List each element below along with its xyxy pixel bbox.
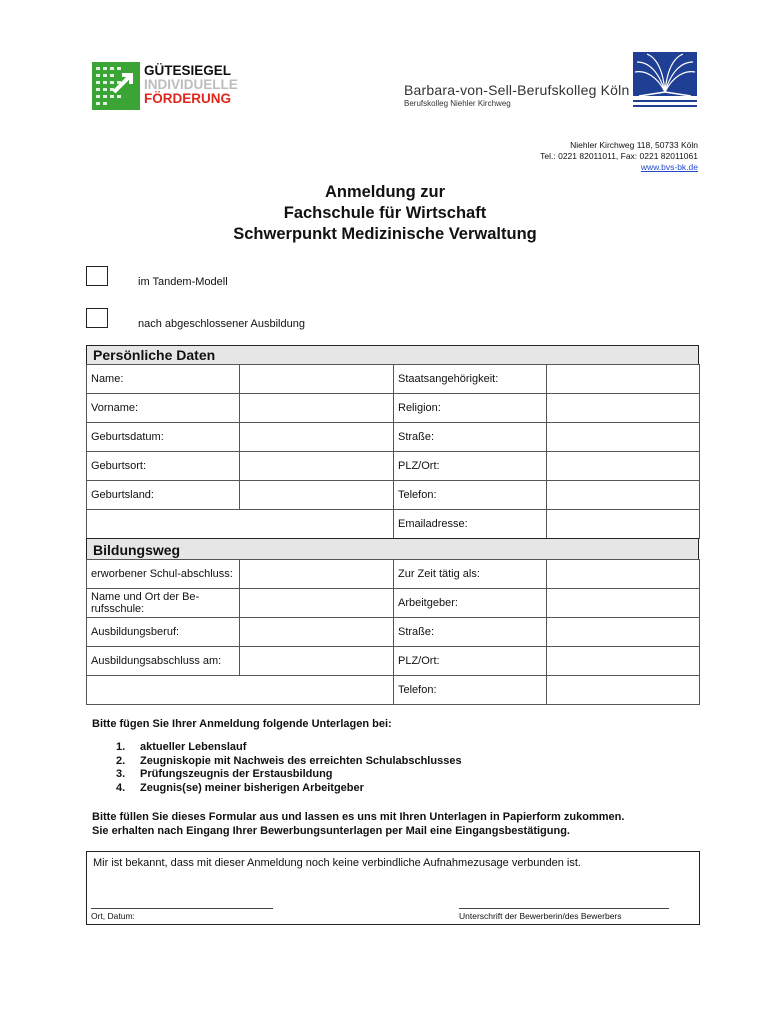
list-item-number: 3. [116, 768, 126, 780]
name-label: Name: [87, 365, 240, 394]
employer-street-label: Straße: [394, 618, 547, 647]
employer-zip-city-field[interactable] [547, 647, 700, 676]
website-link[interactable]: www.bvs-bk.de [640, 162, 698, 172]
table-row [87, 452, 700, 481]
employer-zip-city-label: PLZ/Ort: [394, 647, 547, 676]
address-phone: Tel.: 0221 82011011, Fax: 0221 82011061 [540, 151, 698, 161]
list-item-number: 1. [116, 741, 126, 753]
birth-date-field[interactable] [240, 423, 394, 452]
completed-training-checkbox[interactable] [86, 308, 108, 328]
street-label: Straße: [394, 423, 547, 452]
current-occupation-label: Zur Zeit tätig als: [394, 560, 547, 589]
email-label: Emailadresse: [394, 510, 547, 539]
list-item [116, 755, 462, 769]
list-item [116, 768, 462, 782]
phone-field[interactable] [547, 481, 700, 510]
title-line-2: Fachschule für Wirtschaft [283, 204, 487, 222]
list-item [116, 741, 462, 755]
empty-cell [87, 676, 394, 705]
employer-field[interactable] [547, 589, 700, 618]
employer-phone-label: Telefon: [394, 676, 547, 705]
school-leaving-cert-label: erworbener Schul-abschluss: [87, 560, 240, 589]
zip-city-label: PLZ/Ort: [394, 452, 547, 481]
nationality-field[interactable] [547, 365, 700, 394]
list-item [116, 782, 462, 796]
table-row [87, 560, 700, 589]
instructions-line-2: Sie erhalten nach Eingang Ihrer Bewerbungsunterlagen per Mail eine Eingangsbestätigung. [92, 824, 570, 837]
street-field[interactable] [547, 423, 700, 452]
personal-data-table [86, 364, 700, 539]
empty-cell [87, 510, 394, 539]
email-field[interactable] [547, 510, 700, 539]
school-address [540, 140, 698, 173]
trained-occupation-field[interactable] [240, 618, 394, 647]
signature-line[interactable] [459, 908, 669, 909]
school-block [404, 82, 629, 108]
training-completion-label: Ausbildungsabschluss am: [87, 647, 240, 676]
tandem-model-checkbox[interactable] [86, 266, 108, 286]
place-date-label: Ort, Datum: [91, 911, 135, 921]
list-item-text: Zeugnis(se) meiner bisherigen Arbeitgeber [140, 781, 364, 794]
title-line-3: Schwerpunkt Medizinische Verwaltung [233, 225, 537, 243]
table-row [87, 589, 700, 618]
seal-grid-icon [92, 62, 140, 110]
table-row [87, 647, 700, 676]
birth-country-field[interactable] [240, 481, 394, 510]
title-line-1: Anmeldung zur [324, 183, 446, 201]
list-item-number: 4. [116, 781, 126, 794]
training-completion-field[interactable] [240, 647, 394, 676]
table-row [87, 676, 700, 705]
declaration-box [86, 851, 700, 925]
school-book-logo-icon [633, 52, 697, 110]
school-name: Barbara-von-Sell-Berufskolleg Köln [404, 82, 630, 98]
table-row [87, 423, 700, 452]
trained-occupation-label: Ausbildungsberuf: [87, 618, 240, 647]
first-name-label: Vorname: [87, 394, 240, 423]
list-item-number: 2. [116, 754, 126, 767]
employer-street-field[interactable] [547, 618, 700, 647]
instructions [92, 811, 624, 838]
list-item-text: Prüfungszeugnis der Erstausbildung [140, 768, 333, 780]
signature-label: Unterschrift der Bewerberin/des Bewerbers [459, 911, 622, 921]
address-street: Niehler Kirchweg 118, 50733 Köln [570, 140, 698, 150]
employer-label: Arbeitgeber: [394, 589, 547, 618]
table-row [87, 618, 700, 647]
tandem-model-label: im Tandem-Modell [138, 276, 228, 288]
first-name-field[interactable] [240, 394, 394, 423]
birth-date-label: Geburtsdatum: [87, 423, 240, 452]
table-row [87, 481, 700, 510]
form-title [0, 182, 770, 245]
table-row [87, 394, 700, 423]
seal-wordmark [144, 64, 238, 106]
birth-place-label: Geburtsort: [87, 452, 240, 481]
nationality-label: Staatsangehörigkeit: [394, 365, 547, 394]
name-field[interactable] [240, 365, 394, 394]
table-row [87, 365, 700, 394]
vocational-school-field[interactable] [240, 589, 394, 618]
school-subtitle: Berufskolleg Niehler Kirchweg [404, 99, 511, 108]
personal-data-heading: Persönliche Daten [86, 345, 699, 365]
instructions-line-1: Bitte füllen Sie dieses Formular aus und lassen es uns mit Ihren Unterlagen in Papierform zukommen. [92, 811, 625, 823]
list-item-text: aktueller Lebenslauf [140, 741, 247, 753]
phone-label: Telefon: [394, 481, 547, 510]
seal-line-2: INDIVIDUELLE [144, 77, 238, 92]
education-table [86, 559, 700, 705]
guetesiegel-logo [92, 62, 242, 110]
seal-line-1: GÜTESIEGEL [144, 63, 232, 78]
current-occupation-field[interactable] [547, 560, 700, 589]
documents-intro: Bitte fügen Sie Ihrer Anmeldung folgende Unterlagen bei: [92, 718, 392, 730]
documents-list [116, 741, 462, 795]
employer-phone-field[interactable] [547, 676, 700, 705]
zip-city-field[interactable] [547, 452, 700, 481]
vocational-school-label: Name und Ort der Be-rufsschule: [87, 589, 240, 618]
education-heading: Bildungsweg [86, 538, 699, 560]
declaration-text: Mir ist bekannt, dass mit dieser Anmeldung noch keine verbindliche Aufnahmezusage verbunden ist. [93, 857, 581, 869]
religion-field[interactable] [547, 394, 700, 423]
table-row [87, 510, 700, 539]
list-item-text: Zeugniskopie mit Nachweis des erreichten Schulabschlusses [140, 754, 462, 767]
place-date-line[interactable] [91, 908, 273, 909]
birth-country-label: Geburtsland: [87, 481, 240, 510]
completed-training-label: nach abgeschlossener Ausbildung [138, 318, 305, 330]
school-leaving-cert-field[interactable] [240, 560, 394, 589]
religion-label: Religion: [394, 394, 547, 423]
birth-place-field[interactable] [240, 452, 394, 481]
seal-line-3: FÖRDERUNG [144, 91, 231, 106]
